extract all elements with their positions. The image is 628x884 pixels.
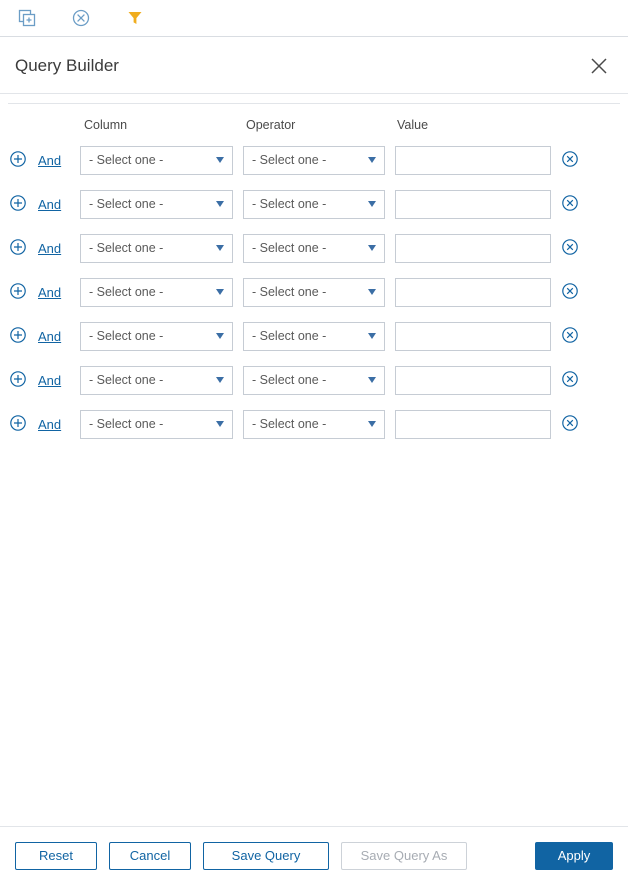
operator-select[interactable]	[243, 234, 385, 263]
column-select[interactable]	[80, 410, 233, 439]
column-select[interactable]	[80, 146, 233, 175]
table-row	[8, 226, 620, 270]
delete-condition-icon[interactable]	[560, 281, 582, 303]
logic-operator-link[interactable]: And	[38, 328, 62, 344]
chevron-down-icon	[216, 157, 224, 163]
table-row	[8, 182, 620, 226]
logic-operator-link[interactable]: And	[38, 152, 62, 168]
chevron-down-icon	[368, 377, 376, 383]
logic-operator-link[interactable]: And	[38, 196, 62, 212]
chevron-down-icon	[368, 245, 376, 251]
column-select-value: - Select one -	[89, 153, 164, 167]
chevron-down-icon	[216, 201, 224, 207]
value-input[interactable]	[395, 278, 551, 307]
operator-select[interactable]	[243, 278, 385, 307]
close-icon[interactable]	[586, 53, 612, 79]
delete-condition-icon[interactable]	[560, 193, 582, 215]
add-condition-icon[interactable]	[8, 325, 30, 347]
grid-header-row	[8, 104, 620, 138]
table-row	[8, 402, 620, 446]
add-condition-icon[interactable]	[8, 413, 30, 435]
page-title: Query Builder	[15, 55, 119, 75]
logic-operator-link[interactable]: And	[38, 372, 62, 388]
value-input[interactable]	[395, 146, 551, 175]
add-condition-icon[interactable]	[8, 193, 30, 215]
conditions-grid	[8, 103, 620, 446]
delete-condition-icon[interactable]	[560, 149, 582, 171]
value-input[interactable]	[395, 234, 551, 263]
dialog-header	[0, 38, 628, 94]
column-select-value: - Select one -	[89, 417, 164, 431]
reset-button[interactable]: Reset	[15, 842, 97, 870]
add-condition-icon[interactable]	[8, 281, 30, 303]
query-builder-dialog	[0, 38, 628, 884]
add-condition-icon[interactable]	[8, 149, 30, 171]
operator-select[interactable]	[243, 366, 385, 395]
dialog-body	[0, 94, 628, 826]
column-select[interactable]	[80, 322, 233, 351]
value-input[interactable]	[395, 322, 551, 351]
operator-select-value: - Select one -	[252, 241, 327, 255]
column-select-value: - Select one -	[89, 373, 164, 387]
save-query-button[interactable]: Save Query	[203, 842, 329, 870]
operator-select-value: - Select one -	[252, 417, 327, 431]
column-select-value: - Select one -	[89, 285, 164, 299]
operator-select[interactable]	[243, 190, 385, 219]
delete-condition-icon[interactable]	[560, 369, 582, 391]
add-condition-icon[interactable]	[8, 369, 30, 391]
column-select[interactable]	[80, 234, 233, 263]
apply-button[interactable]: Apply	[535, 842, 613, 870]
filter-icon[interactable]	[122, 5, 148, 31]
chevron-down-icon	[368, 333, 376, 339]
table-row	[8, 138, 620, 182]
logic-operator-link[interactable]: And	[38, 240, 62, 256]
value-input[interactable]	[395, 366, 551, 395]
table-row	[8, 314, 620, 358]
chevron-down-icon	[368, 289, 376, 295]
operator-select-value: - Select one -	[252, 373, 327, 387]
column-select[interactable]	[80, 278, 233, 307]
header-value: Value	[397, 118, 429, 132]
operator-select[interactable]	[243, 322, 385, 351]
add-condition-icon[interactable]	[8, 237, 30, 259]
chevron-down-icon	[216, 245, 224, 251]
value-input[interactable]	[395, 190, 551, 219]
clear-filter-icon[interactable]	[68, 5, 94, 31]
chevron-down-icon	[216, 289, 224, 295]
delete-condition-icon[interactable]	[560, 237, 582, 259]
duplicate-icon[interactable]	[14, 5, 40, 31]
table-row	[8, 270, 620, 314]
logic-operator-link[interactable]: And	[38, 416, 62, 432]
operator-select-value: - Select one -	[252, 153, 327, 167]
cancel-button[interactable]: Cancel	[109, 842, 191, 870]
operator-select[interactable]	[243, 410, 385, 439]
header-column: Column	[84, 118, 128, 132]
delete-condition-icon[interactable]	[560, 325, 582, 347]
column-select[interactable]	[80, 190, 233, 219]
column-select-value: - Select one -	[89, 329, 164, 343]
save-query-as-button: Save Query As	[341, 842, 467, 870]
chevron-down-icon	[216, 333, 224, 339]
chevron-down-icon	[216, 377, 224, 383]
chevron-down-icon	[368, 157, 376, 163]
operator-select-value: - Select one -	[252, 197, 327, 211]
chevron-down-icon	[216, 421, 224, 427]
header-operator: Operator	[246, 118, 296, 132]
column-select-value: - Select one -	[89, 197, 164, 211]
dialog-footer	[0, 826, 628, 884]
delete-condition-icon[interactable]	[560, 413, 582, 435]
table-row	[8, 358, 620, 402]
operator-select[interactable]	[243, 146, 385, 175]
chevron-down-icon	[368, 421, 376, 427]
value-input[interactable]	[395, 410, 551, 439]
operator-select-value: - Select one -	[252, 329, 327, 343]
operator-select-value: - Select one -	[252, 285, 327, 299]
top-toolbar	[0, 0, 628, 37]
logic-operator-link[interactable]: And	[38, 284, 62, 300]
column-select[interactable]	[80, 366, 233, 395]
chevron-down-icon	[368, 201, 376, 207]
column-select-value: - Select one -	[89, 241, 164, 255]
